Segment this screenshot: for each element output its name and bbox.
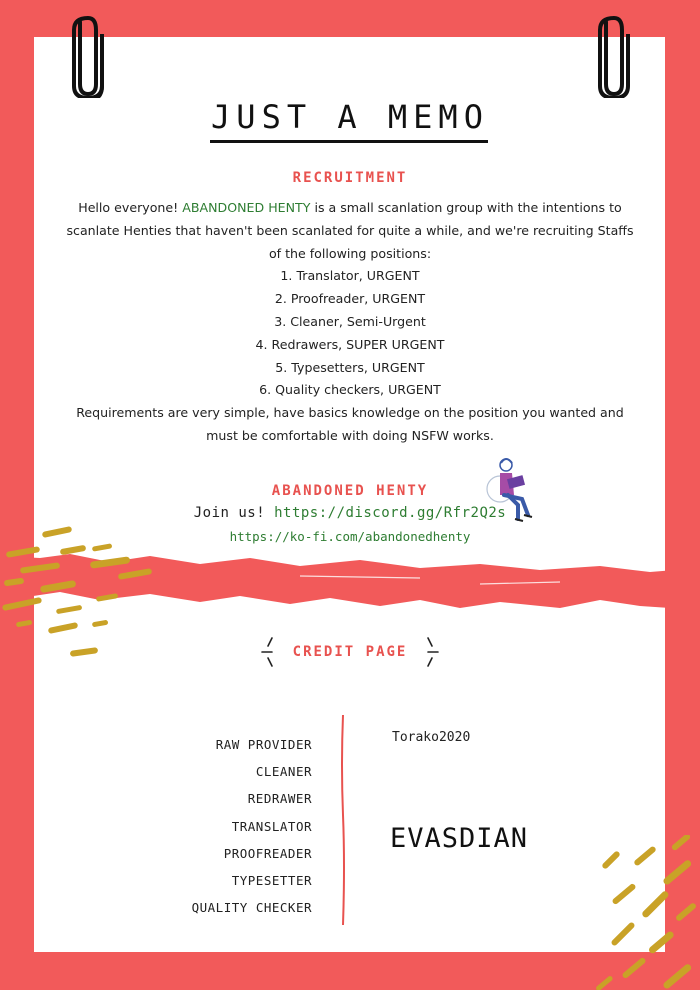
intro-prefix: Hello everyone! bbox=[78, 200, 183, 215]
position-item: 4. Redrawers, SUPER URGENT bbox=[255, 336, 445, 352]
credit-roles-list bbox=[192, 731, 312, 921]
page-title: JUST A MEMO bbox=[211, 98, 489, 136]
credit-role: QUALITY CHECKER bbox=[191, 900, 312, 916]
group-name: ABANDONED HENTY bbox=[182, 200, 311, 215]
credit-role: TYPESETTER bbox=[231, 873, 312, 889]
paperclip-icon bbox=[66, 14, 110, 98]
position-item: 6. Quality checkers, URGENT bbox=[259, 382, 441, 398]
join-label: Join us! bbox=[193, 505, 275, 521]
staff-name: EVASDIAN bbox=[390, 823, 529, 854]
join-line bbox=[0, 505, 700, 521]
position-item: 3. Cleaner, Semi-Urgent bbox=[274, 313, 426, 329]
recruitment-heading: RECRUITMENT bbox=[292, 170, 408, 186]
credit-role: REDRAWER bbox=[247, 791, 312, 807]
requirements-text: Requirements are very simple, have basics knowledge on the position you wanted and must be comfortable with doing NSFW works. bbox=[76, 405, 624, 443]
credit-divider bbox=[340, 715, 346, 925]
position-item: 1. Translator, URGENT bbox=[280, 268, 420, 284]
title-underline bbox=[210, 140, 488, 143]
discord-link[interactable]: https://discord.gg/Rfr2Q2s bbox=[274, 505, 507, 521]
gold-brush-decoration bbox=[590, 835, 700, 990]
sparkle-icon bbox=[420, 634, 442, 670]
kofi-link[interactable]: https://ko-fi.com/abandonedhenty bbox=[229, 529, 471, 544]
paperclip-icon bbox=[592, 14, 636, 98]
credit-role: PROOFREADER bbox=[223, 845, 312, 861]
group-heading: ABANDONED HENTY bbox=[271, 483, 429, 499]
position-item: 2. Proofreader, URGENT bbox=[274, 291, 426, 307]
raw-provider-name: Torako2020 bbox=[392, 730, 471, 745]
credit-role: TRANSLATOR bbox=[231, 818, 312, 834]
credit-heading-text: CREDIT PAGE bbox=[292, 644, 408, 660]
credit-role: RAW PROVIDER bbox=[215, 737, 312, 752]
intro-suffix: is a small scanlation group with the intentions to scanlate Henties that haven't been scanlated for quite a while, and we're recruiting Staffs of the following positions: bbox=[66, 200, 634, 261]
recruitment-body bbox=[60, 197, 640, 448]
position-item: 5. Typesetters, URGENT bbox=[275, 359, 425, 375]
credit-heading bbox=[0, 641, 700, 660]
credit-role: CLEANER bbox=[255, 764, 312, 780]
